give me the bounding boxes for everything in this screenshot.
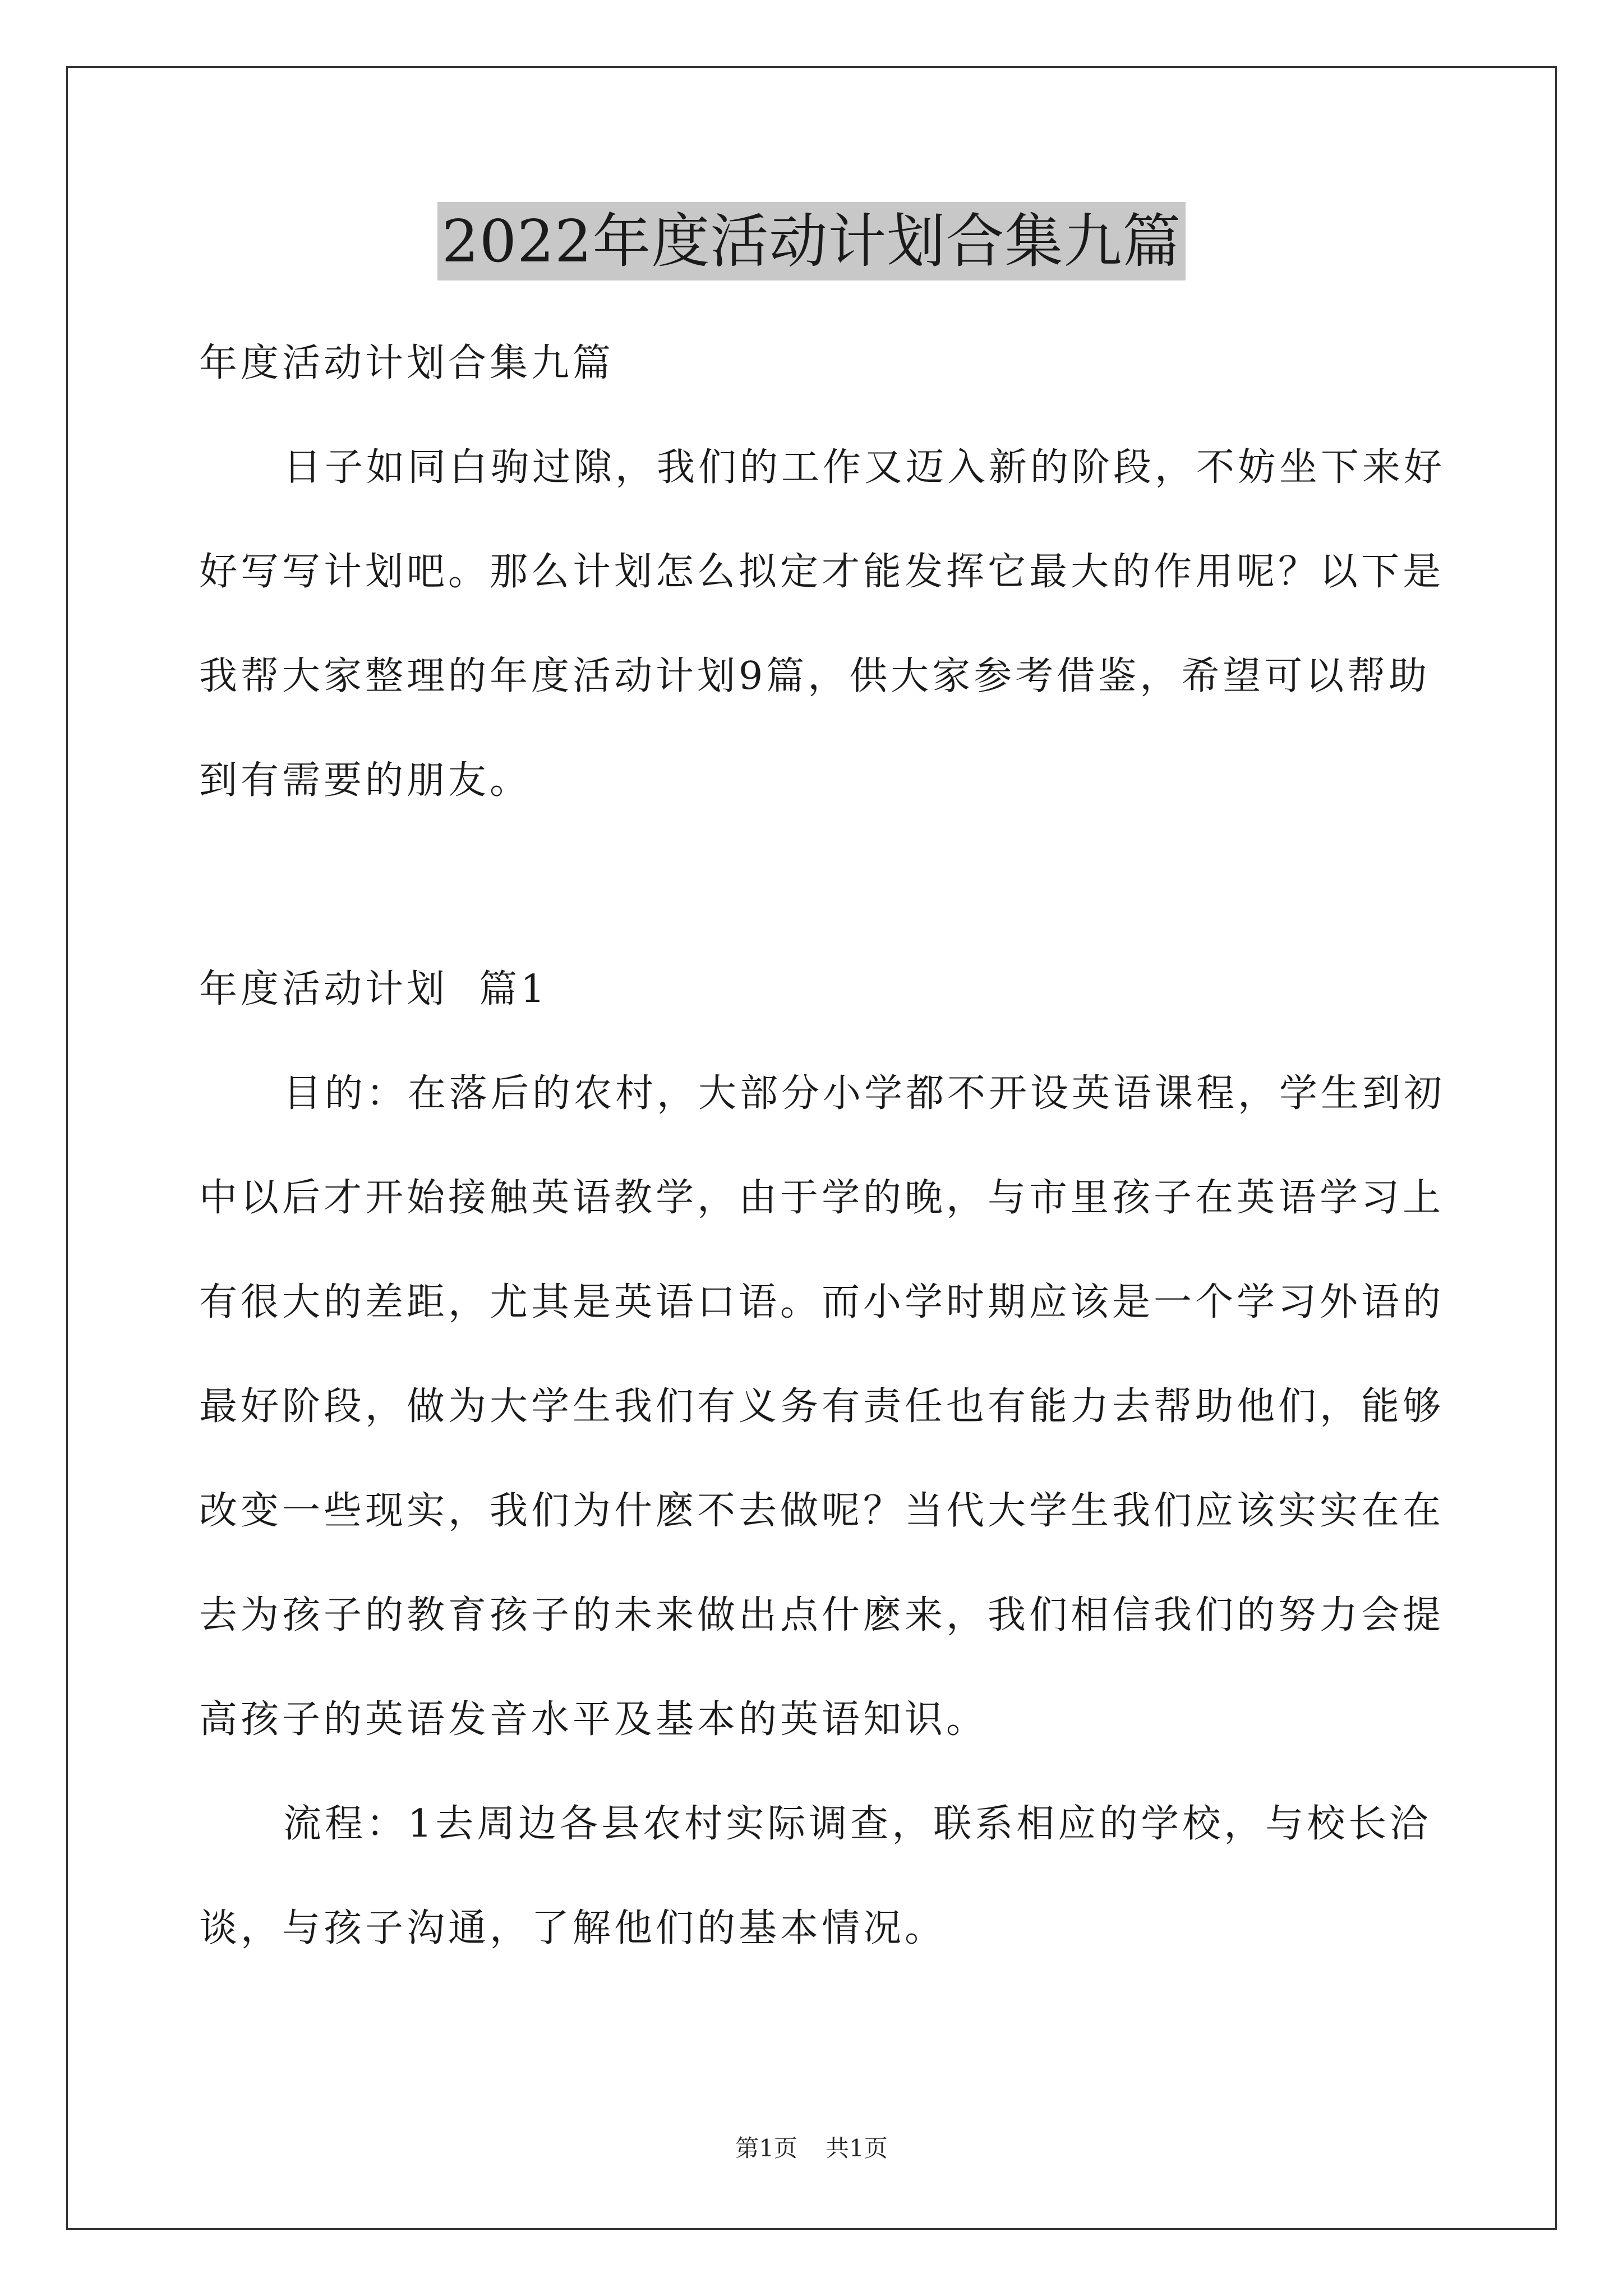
process-line: 谈，与孩子沟通，了解他们的基本情况。 bbox=[199, 1906, 947, 1950]
section-heading: 年度活动计划 篇1 bbox=[199, 967, 548, 1011]
document-subtitle: 年度活动计划合集九篇 bbox=[199, 341, 615, 385]
page-footer bbox=[0, 2132, 1623, 2165]
purpose-line: 去为孩子的教育孩子的未来做出点什麽来，我们相信我们的努力会提 bbox=[199, 1593, 1445, 1637]
purpose-line: 高孩子的英语发音水平及基本的英语知识。 bbox=[199, 1697, 988, 1742]
intro-line: 日子如同白驹过隙，我们的工作又迈入新的阶段，不妨坐下来好 bbox=[283, 445, 1446, 490]
intro-line: 到有需要的朋友。 bbox=[199, 758, 532, 803]
document-title: 2022年度活动计划合集九篇 bbox=[437, 202, 1186, 280]
intro-line: 好写写计划吧。那么计划怎么拟定才能发挥它最大的作用呢？以下是 bbox=[199, 550, 1445, 594]
title-container bbox=[0, 202, 1623, 280]
purpose-line: 有很大的差距，尤其是英语口语。而小学时期应该是一个学习外语的 bbox=[199, 1280, 1445, 1324]
page-number-total: 共1页 bbox=[826, 2134, 888, 2162]
intro-line: 我帮大家整理的年度活动计划9篇，供大家参考借鉴，希望可以帮助 bbox=[199, 654, 1431, 698]
purpose-line: 中以后才开始接触英语教学，由于学的晚，与市里孩子在英语学习上 bbox=[199, 1176, 1445, 1220]
page-number-current: 第1页 bbox=[735, 2134, 797, 2162]
document-body bbox=[199, 311, 1446, 1981]
purpose-line: 目的：在落后的农村，大部分小学都不开设英语课程，学生到初 bbox=[283, 1071, 1446, 1116]
paragraph-gap bbox=[199, 833, 1427, 937]
purpose-line: 最好阶段，做为大学生我们有义务有责任也有能力去帮助他们，能够 bbox=[199, 1384, 1445, 1429]
process-line: 流程：1去周边各县农村实际调查，联系相应的学校，与校长洽 bbox=[283, 1802, 1432, 1846]
purpose-line: 改变一些现实，我们为什麽不去做呢？当代大学生我们应该实实在在 bbox=[199, 1489, 1445, 1533]
